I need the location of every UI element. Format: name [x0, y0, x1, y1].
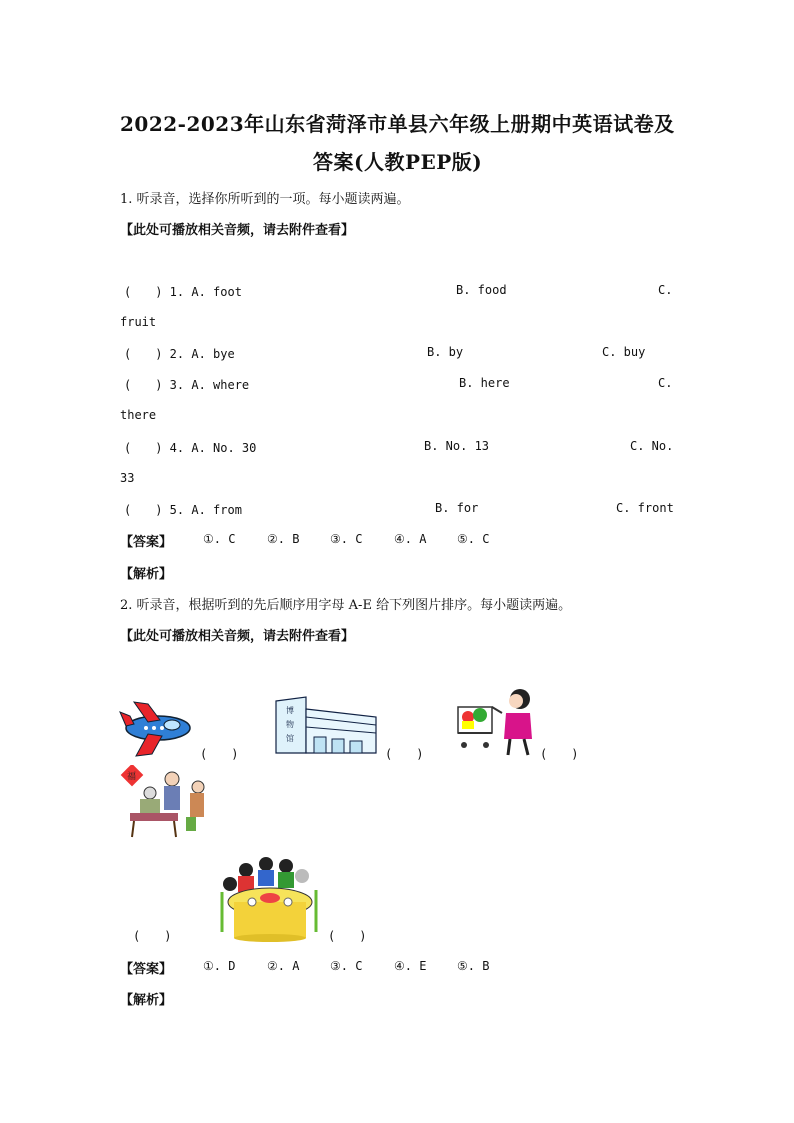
q1-item2-c: C. buy: [602, 345, 646, 359]
q1-answer-2: ②. B: [267, 532, 300, 546]
q1-answer-label: 【答案】: [120, 535, 173, 550]
q2-answer-3: ③. C: [330, 959, 363, 973]
q1-answer-1: ①. C: [203, 532, 236, 546]
q1-item3-a: ( ) 3. A. where: [124, 378, 250, 392]
q1-item4-wrap: 33: [120, 471, 135, 485]
q1-item2-b: B. by: [427, 345, 464, 359]
doc-title-line1: 2022-2023年山东省菏泽市单县六年级上册期中英语试卷及: [120, 112, 675, 136]
q1-item4-c: C. No.: [630, 439, 674, 453]
q2-answer-label: 【答案】: [120, 962, 173, 977]
q2-audio-note: 【此处可播放相关音频，请去附件查看】: [120, 629, 355, 644]
q1-item2-a: ( ) 2. A. bye: [124, 347, 235, 361]
museum-building-picture: [272, 695, 380, 757]
q2-answer-4: ④. E: [394, 959, 427, 973]
q1-audio-note: 【此处可播放相关音频，请去附件查看】: [120, 223, 355, 238]
q1-item1-b: B. food: [456, 283, 507, 297]
doc-title-line2: 答案(人教PEP版): [313, 150, 483, 174]
museum-sign-char-3: 馆: [286, 734, 294, 743]
shopping-girl-picture: [452, 683, 538, 759]
q1-item3-b: B. here: [459, 376, 510, 390]
q1-item1-a: ( ) 1. A. foot: [124, 285, 242, 299]
q1-item4-b: B. No. 13: [424, 439, 490, 453]
q2-blank-4[interactable]: ( ): [133, 929, 172, 943]
q1-item3-wrap: there: [120, 408, 157, 422]
q2-answer-2: ②. A: [267, 959, 300, 973]
fu-character: 福: [127, 772, 137, 782]
q1-answer-3: ③. C: [330, 532, 363, 546]
q2-prompt: 2. 听录音，根据听到的先后顺序用字母 A-E 给下列图片排序。每小题读两遍。: [120, 598, 572, 613]
q1-item5-a: ( ) 5. A. from: [124, 503, 242, 517]
q1-item1-c: C.: [658, 283, 673, 297]
q2-blank-5[interactable]: ( ): [328, 929, 367, 943]
family-dinner-picture: [216, 852, 322, 942]
museum-sign-char-2: 物: [286, 720, 294, 729]
museum-sign-char-1: 博: [286, 706, 294, 715]
q2-analysis-label: 【解析】: [120, 993, 173, 1008]
q2-answer-1: ①. D: [203, 959, 236, 973]
q1-item4-a: ( ) 4. A. No. 30: [124, 441, 257, 455]
q2-blank-3[interactable]: ( ): [540, 747, 579, 761]
q1-item5-b: B. for: [435, 501, 479, 515]
q1-answer-4: ④. A: [394, 532, 427, 546]
q2-blank-1[interactable]: ( ): [200, 747, 239, 761]
q2-blank-2[interactable]: ( ): [385, 747, 424, 761]
q1-item3-c: C.: [658, 376, 673, 390]
airplane-picture: [118, 698, 198, 758]
q1-item5-c: C. front: [616, 501, 674, 515]
q2-answer-5: ⑤. B: [457, 959, 490, 973]
q1-item1-wrap: fruit: [120, 315, 157, 329]
q1-prompt: 1. 听录音，选择你所听到的一项。每小题读两遍。: [120, 192, 410, 207]
q1-analysis-label: 【解析】: [120, 567, 173, 582]
q1-answer-5: ⑤. C: [457, 532, 490, 546]
family-greeting-picture: [120, 765, 210, 839]
